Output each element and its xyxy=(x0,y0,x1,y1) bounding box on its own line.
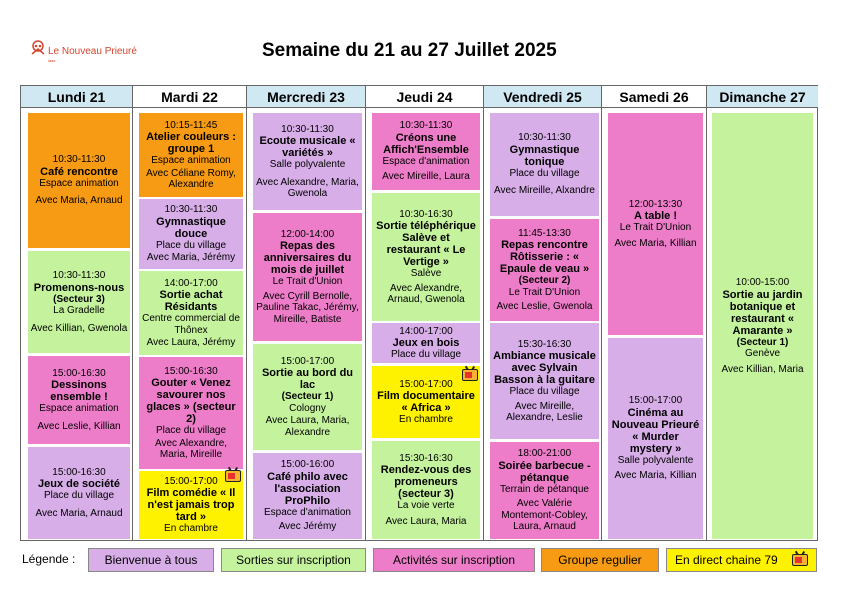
day-header: Dimanche 27 xyxy=(707,86,818,108)
event-name: Sortie au bord du lac xyxy=(261,367,354,392)
event-card[interactable] xyxy=(372,193,480,321)
event-people: Avec Alexandre, Maria, Mireille xyxy=(154,437,228,460)
event-place: Genève xyxy=(744,348,781,359)
page-title: Semaine du 21 au 27 Juillet 2025 xyxy=(262,40,557,61)
event-card[interactable] xyxy=(28,113,130,248)
event-time: 10:30-11:30 xyxy=(52,270,106,281)
event-name: Jeux en bois xyxy=(392,337,460,349)
event-time: 15:00-16:30 xyxy=(52,466,106,478)
event-time: 15:00-17:00 xyxy=(628,395,683,407)
event-time: 15:00-17:00 xyxy=(164,475,218,487)
event-people: Avec Cyrill Bernolle, Pauline Takac, Jérémy, Mireille, Batiste xyxy=(256,290,359,325)
event-place: Terrain de pétanque xyxy=(500,483,589,495)
event-time: 15:30-16:30 xyxy=(399,452,453,464)
event-name: Ecoute musicale « variétés » xyxy=(259,135,356,159)
event-card[interactable] xyxy=(372,113,480,190)
event-place: Espace d'animation xyxy=(382,155,470,167)
event-place: Espace animation xyxy=(39,177,119,189)
event-name: Atelier couleurs : groupe 1 xyxy=(146,131,236,155)
day-header: Vendredi 25 xyxy=(484,86,602,108)
event-time: 14:00-17:00 xyxy=(164,277,218,289)
event-card[interactable] xyxy=(253,213,362,341)
day-header: Mercredi 23 xyxy=(247,86,366,108)
event-time: 10:30-16:30 xyxy=(399,208,453,220)
event-card[interactable] xyxy=(608,113,703,335)
event-people: Avec Céliane Romy, Alexandre xyxy=(146,167,236,190)
event-card[interactable] xyxy=(372,441,480,539)
legend-item-welcome: Bienvenue à tous xyxy=(88,548,214,572)
day-header: Mardi 22 xyxy=(133,86,247,108)
event-time: 14:00-17:00 xyxy=(399,325,453,337)
event-card[interactable] xyxy=(28,356,130,444)
legend-item-live-channel: En direct chaine 79 xyxy=(666,548,817,572)
logo-subtext: iaas xyxy=(48,58,56,63)
event-time: 15:00-16:30 xyxy=(164,365,218,377)
tv-icon xyxy=(791,551,809,567)
event-time: 15:00-17:00 xyxy=(399,378,453,390)
event-name: Gouter « Venez savourer nos glaces » (secteur 2) xyxy=(146,377,236,425)
event-people: Avec Maria, Jérémy xyxy=(146,252,236,264)
event-card[interactable] xyxy=(490,113,599,216)
event-place: Place du village xyxy=(155,425,227,436)
day-header: Jeudi 24 xyxy=(366,86,484,108)
event-place: Place du village xyxy=(155,239,227,251)
event-card[interactable] xyxy=(372,323,480,363)
event-people: Avec Killian, Maria xyxy=(721,363,804,375)
event-sector: (Secteur 3) xyxy=(53,293,105,305)
event-name: Film comédie « Il n'est jamais trop tard » xyxy=(146,487,236,523)
event-people: Avec Alexandre, Maria, Gwenola xyxy=(256,176,359,199)
event-card[interactable] xyxy=(608,338,703,539)
logo-text: Le Nouveau Prieuré xyxy=(48,46,137,57)
event-people: Avec Mireille, Alxandre xyxy=(494,185,595,197)
event-time: 12:00-13:30 xyxy=(628,198,683,210)
event-name: Repas des anniversaires du mois de juillet xyxy=(263,240,352,277)
event-place: La voie verte xyxy=(397,500,455,512)
event-time: 11:45-13:30 xyxy=(518,227,571,239)
tv-icon xyxy=(461,366,479,382)
event-place: Espace animation xyxy=(151,155,231,166)
event-card[interactable] xyxy=(28,447,130,539)
event-place: Le Trait D'Union xyxy=(619,222,692,234)
event-name: Sortie achat Résidants xyxy=(159,289,223,313)
event-card[interactable] xyxy=(28,251,130,353)
event-place: Place du village xyxy=(509,386,580,397)
event-name: Film documentaire « Africa » xyxy=(377,390,475,414)
event-name: Promenons-nous xyxy=(33,281,125,294)
event-place: Espace d'animation xyxy=(264,506,351,518)
event-people: Avec Leslie, Killian xyxy=(37,420,121,432)
event-name: Dessinons ensemble ! xyxy=(50,379,108,404)
event-card[interactable] xyxy=(712,113,813,539)
event-place: Place du village xyxy=(509,167,580,179)
event-place: Le Trait d'Union xyxy=(272,276,343,288)
event-time: 15:30-16:30 xyxy=(517,338,572,350)
event-people: Avec Mireille, Laura xyxy=(382,171,470,183)
event-name: Sortie au jardin botanique et restaurant « Amarante » xyxy=(722,288,803,337)
event-people: Avec Killian, Gwenola xyxy=(30,322,128,334)
event-time: 12:00-14:00 xyxy=(280,228,335,240)
event-card[interactable] xyxy=(139,271,243,355)
event-time: 15:00-17:00 xyxy=(280,355,335,367)
event-people: Avec Maria, Arnaud xyxy=(35,195,123,207)
event-name: Ambiance musicale avec Sylvain Basson à la guitare xyxy=(493,350,596,386)
day-header: Lundi 21 xyxy=(21,86,133,108)
legend-item-regular-group: Groupe regulier xyxy=(541,548,659,572)
event-card[interactable] xyxy=(490,442,599,539)
event-place: Le Trait D'Union xyxy=(508,286,581,298)
event-place: Place du village xyxy=(43,490,115,502)
event-name: Repas rencontre Rôtisserie : « Epaule de veau » xyxy=(499,239,590,275)
legend-item-outings: Sorties sur inscription xyxy=(221,548,366,572)
event-time: 18:00-21:00 xyxy=(517,448,572,460)
event-sector: (Secteur 1) xyxy=(281,391,334,403)
event-people: Avec Mireille, Alexandre, Leslie xyxy=(506,400,583,423)
event-card[interactable] xyxy=(253,453,362,539)
event-time: 10:30-11:30 xyxy=(164,204,218,216)
event-name: Jeux de société xyxy=(38,478,120,491)
event-card[interactable] xyxy=(490,323,599,439)
event-name: A table ! xyxy=(634,210,677,223)
event-card[interactable] xyxy=(139,199,243,269)
event-name: Sortie téléphérique Salève et restaurant « Le Vertige » xyxy=(376,220,476,268)
event-card[interactable] xyxy=(253,113,362,210)
event-people: Avec Valérie Montemont-Cobley, Laura, Arnaud xyxy=(501,498,588,533)
event-place: Salle polyvalente xyxy=(617,454,694,466)
event-people: Avec Maria, Killian xyxy=(614,470,697,482)
event-name: Café philo avec l'association ProPhilo xyxy=(267,470,348,507)
event-place: Salève xyxy=(410,268,442,279)
weekly-schedule xyxy=(20,85,818,541)
legend-title: Légende : xyxy=(22,552,76,566)
event-place: La Gradelle xyxy=(53,305,105,316)
event-name: Cinéma au Nouveau Prieuré « Murder mystery » xyxy=(611,406,700,455)
event-people: Avec Laura, Maria xyxy=(385,515,467,527)
event-place: En chambre xyxy=(399,414,453,425)
event-name: Soirée barbecue - pétanque xyxy=(498,459,591,484)
event-name: Créons une Affich'Ensemble xyxy=(383,131,469,156)
event-people: Avec Maria, Arnaud xyxy=(35,507,123,519)
event-time: 15:00-16:00 xyxy=(280,459,335,471)
event-place: Place du village xyxy=(390,349,462,360)
event-time: 10:30-11:30 xyxy=(399,120,453,132)
event-name: Gymnastique tonique xyxy=(509,143,580,168)
event-time: 10:30-11:30 xyxy=(518,132,571,144)
event-time: 10:15-11:45 xyxy=(164,119,218,131)
event-name: Rendez-vous des promeneurs (secteur 3) xyxy=(380,464,472,501)
event-place: Centre commercial de Thônex xyxy=(142,313,240,336)
event-place: Cologny xyxy=(289,402,326,414)
event-card[interactable] xyxy=(139,357,243,469)
prieure-logo-icon xyxy=(30,40,46,56)
event-card[interactable] xyxy=(139,113,243,197)
event-time: 10:30-11:30 xyxy=(52,154,106,166)
event-name: Café rencontre xyxy=(40,165,118,178)
event-people: Avec Alexandre, Arnaud, Gwenola xyxy=(387,282,465,305)
event-people: Avec Laura, Jérémy xyxy=(146,337,236,348)
event-place: Salle polyvalente xyxy=(269,159,346,170)
event-card[interactable] xyxy=(490,219,599,321)
event-sector: (Secteur 2) xyxy=(518,275,571,286)
event-people: Avec Laura, Maria, Alexandre xyxy=(265,415,350,438)
event-name: Gymnastique douce xyxy=(156,215,226,240)
day-header: Samedi 26 xyxy=(602,86,707,108)
event-card[interactable] xyxy=(253,344,362,450)
event-sector: (Secteur 1) xyxy=(736,336,789,348)
event-people: Avec Leslie, Gwenola xyxy=(496,301,593,312)
event-people: Avec Maria, Killian xyxy=(614,237,697,249)
event-time: 15:00-16:30 xyxy=(52,367,106,379)
event-time: 10:30-11:30 xyxy=(281,123,334,135)
event-place: Espace animation xyxy=(39,403,119,415)
event-time: 10:00-15:00 xyxy=(735,277,790,288)
legend-item-activities: Activités sur inscription xyxy=(373,548,535,572)
event-place: En chambre xyxy=(164,523,218,534)
event-people: Avec Jérémy xyxy=(278,521,337,533)
tv-icon xyxy=(224,467,242,483)
